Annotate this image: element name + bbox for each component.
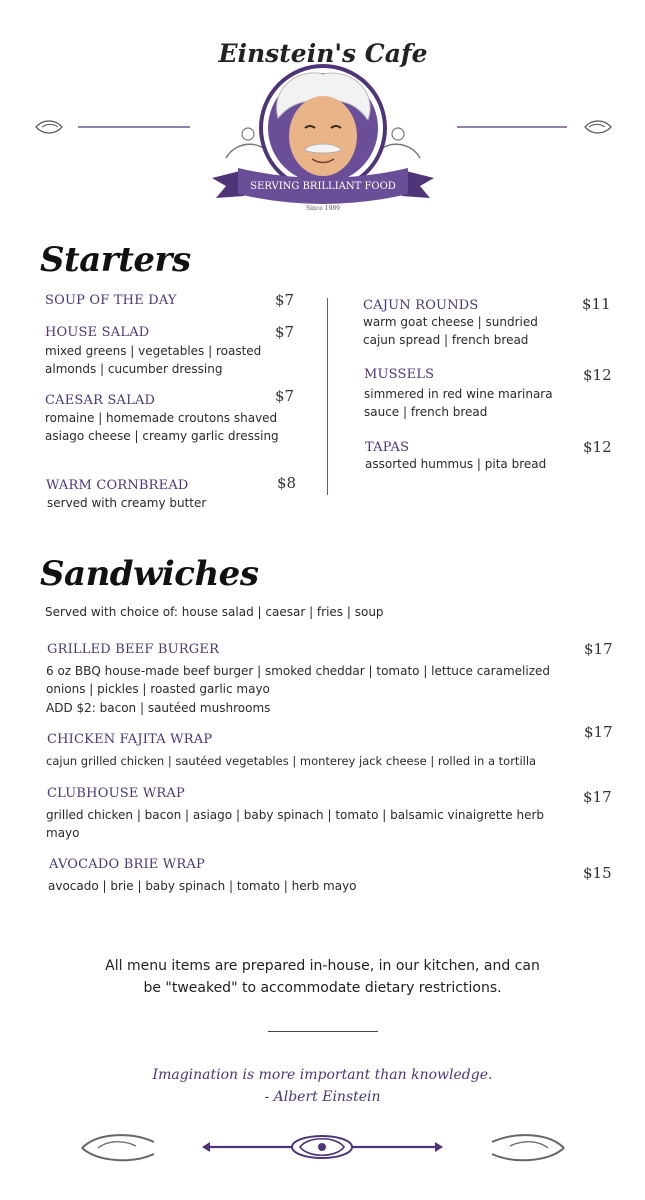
- footer-ornament-left: [78, 1128, 158, 1168]
- menu-item-price: $17: [583, 788, 612, 806]
- menu-item-price: $17: [584, 723, 613, 741]
- dietary-note-line1: All menu items are prepared in-house, in our kitchen, and can: [105, 958, 540, 974]
- dietary-note-line2: be "tweaked" to accommodate dietary restrictions.: [143, 980, 502, 996]
- sandwiches-subtitle: Served with choice of: house salad | caesar | fries | soup: [45, 605, 384, 619]
- menu-item-name: TAPAS: [365, 440, 410, 455]
- logo-banner: SERVING BRILLIANT FOOD: [250, 181, 396, 192]
- menu-item-price: $12: [583, 438, 612, 456]
- header-ornament-left: [32, 116, 192, 138]
- menu-item-desc: 6 oz BBQ house-made beef burger | smoked cheddar | tomato | lettuce caramelized onions | pickles | roasted garlic mayo: [46, 664, 550, 696]
- sandwiches-title: Sandwiches: [40, 554, 259, 594]
- menu-item-name: AVOCADO BRIE WRAP: [49, 857, 205, 872]
- menu-item-name: GRILLED BEEF BURGER: [47, 642, 220, 657]
- menu-item-desc: cajun grilled chicken | sautéed vegetables | monterey jack cheese | rolled in a tortilla: [46, 754, 537, 768]
- menu-item-price: $8: [277, 474, 297, 492]
- menu-item-price: $15: [583, 864, 612, 882]
- menu-item-price: $7: [275, 291, 295, 309]
- menu-item-name: CAESAR SALAD: [45, 393, 156, 408]
- menu-item-desc: avocado | brie | baby spinach | tomato | herb mayo: [48, 879, 357, 893]
- menu-item-name: HOUSE SALAD: [45, 325, 150, 340]
- footer-center-ornament: [200, 1132, 445, 1162]
- menu-item-price: $7: [275, 387, 295, 405]
- column-divider: [327, 298, 328, 495]
- menu-item-price: $7: [275, 323, 295, 341]
- menu-item-desc: served with creamy butter: [47, 496, 207, 510]
- menu-item-name: CAJUN ROUNDS: [363, 298, 479, 313]
- menu-item-desc: warm goat cheese | sundried cajun spread | french bread: [363, 315, 538, 347]
- menu-item-name: CLUBHOUSE WRAP: [47, 786, 185, 801]
- logo-name: Einstein's Cafe: [218, 39, 428, 68]
- menu-item-name: WARM CORNBREAD: [46, 478, 189, 493]
- menu-item-name: MUSSELS: [364, 367, 435, 382]
- menu-item-desc: simmered in red wine marinara sauce | french bread: [364, 387, 553, 419]
- einstein-quote: Imagination is more important than knowledge.: [152, 1067, 493, 1083]
- menu-item-price: $11: [582, 295, 611, 313]
- menu-item-name: SOUP OF THE DAY: [45, 293, 177, 308]
- menu-item-desc: grilled chicken | bacon | asiago | baby spinach | tomato | balsamic vinaigrette herb mayo: [46, 808, 545, 840]
- footer-ornament-right: [488, 1128, 568, 1168]
- logo-since: Since 1989: [306, 205, 340, 212]
- menu-item-name: CHICKEN FAJITA WRAP: [47, 732, 213, 747]
- menu-item-price: $17: [584, 640, 613, 658]
- menu-item-addon: ADD $2: bacon | sautéed mushrooms: [46, 701, 271, 715]
- starters-title: Starters: [40, 240, 191, 280]
- menu-item-desc: assorted hummus | pita bread: [365, 457, 547, 471]
- cafe-logo: [208, 28, 438, 213]
- menu-item-desc: romaine | homemade croutons shaved asiago cheese | creamy garlic dressing: [45, 411, 279, 443]
- footer-divider: [268, 1031, 378, 1032]
- menu-item-desc: mixed greens | vegetables | roasted almonds | cucumber dressing: [45, 344, 262, 376]
- header-ornament-right: [455, 116, 615, 138]
- menu-item-price: $12: [583, 366, 612, 384]
- quote-author: - Albert Einstein: [264, 1089, 381, 1105]
